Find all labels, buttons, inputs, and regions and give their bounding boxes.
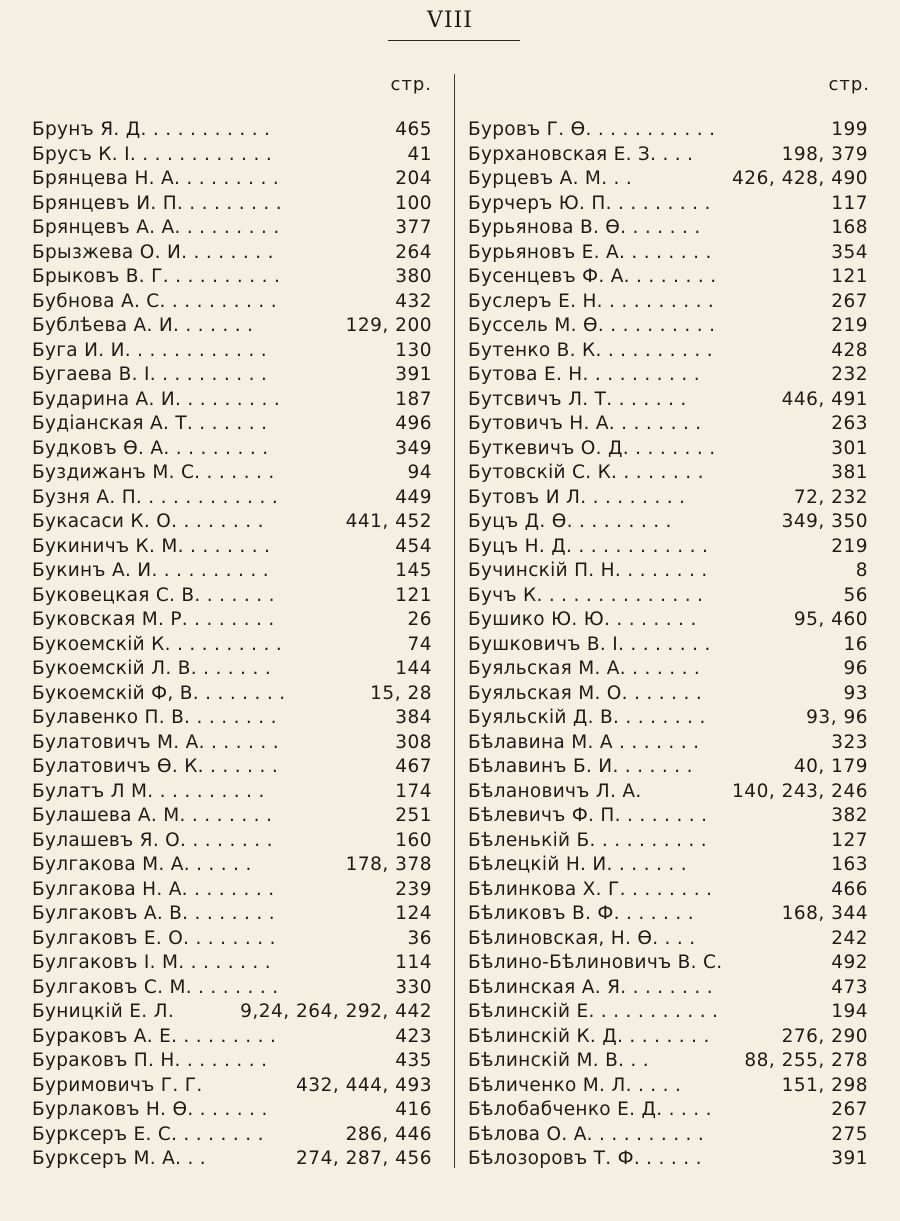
index-entry — [468, 1000, 868, 1025]
entry-pages: 391 — [395, 364, 432, 385]
entry-name: Бутова Е. Н. . . . . . . . . . — [468, 364, 700, 385]
entry-name: Бударина А. И. . . . . . . . . — [32, 388, 281, 410]
index-entry — [468, 192, 868, 217]
entry-pages: 96 — [843, 658, 868, 679]
index-entry — [468, 853, 868, 878]
entry-name: Буткевичъ О. Д. . . . . . . . — [468, 437, 716, 459]
entry-name: Брусъ К. I. . . . . . . . . . . . — [32, 143, 273, 165]
entry-pages: 286, 446 — [345, 1123, 432, 1145]
entry-name: Бурксеръ Е. С. . . . . . . . — [32, 1123, 264, 1145]
entry-pages: 93 — [843, 682, 868, 704]
index-entry — [32, 265, 432, 290]
entry-pages: 428 — [831, 339, 868, 361]
entry-name: Буковская М. Р. . . . . . . . — [32, 609, 275, 630]
entry-pages: 349 — [395, 437, 432, 459]
index-entry — [32, 608, 432, 633]
index-entry — [468, 290, 868, 315]
entry-pages: 426, 428, 490 — [732, 168, 868, 189]
index-entry — [32, 314, 432, 339]
index-entry — [32, 290, 432, 315]
entry-name: Бурхановская Е. З. . . . — [468, 143, 694, 165]
entry-name: Бурлаковъ Н. Ѳ. . . . . . . — [32, 1099, 268, 1120]
entry-name: Буяльская М. О. . . . . . . — [468, 682, 703, 704]
index-entry — [468, 584, 868, 609]
entry-name: Бутсвичъ Л. Т. . . . . . . — [468, 388, 687, 410]
entry-pages: 275 — [831, 1123, 868, 1145]
index-entry — [32, 363, 432, 388]
index-entry — [32, 780, 432, 805]
entry-name: Бѣличенко М. Л. . . . . — [468, 1074, 682, 1096]
index-entry — [468, 216, 868, 241]
entry-name: Бучъ К. . . . . . . . . . . . . . — [468, 584, 704, 606]
index-entry — [32, 1025, 432, 1050]
entry-name: Букинъ А. И. . . . . . . . . . — [32, 560, 269, 581]
index-entry — [32, 437, 432, 462]
index-entry — [32, 657, 432, 682]
index-entry — [468, 241, 868, 266]
entry-pages: 16 — [843, 633, 868, 655]
entry-name: Буровъ Г. Ѳ. . . . . . . . . . . — [468, 119, 716, 140]
entry-pages: 219 — [831, 535, 868, 557]
entry-name: Булашева А. М. . . . . . . . — [32, 805, 273, 826]
entry-name: Булгакова Н. А. . . . . . . . — [32, 878, 275, 900]
left-column-header: стр. — [390, 74, 432, 95]
index-entry — [32, 1000, 432, 1025]
entry-pages: 454 — [395, 535, 432, 557]
entry-name: Бучинскiй П. Н. . . . . . . . — [468, 560, 708, 581]
index-entry — [468, 927, 868, 952]
entry-pages: 168, 344 — [781, 903, 868, 924]
entry-name: Бѣлино-Бѣлиновичъ В. С. — [468, 952, 723, 973]
index-entry — [32, 216, 432, 241]
entry-name: Бѣликовъ В. Ф. . . . . . . — [468, 903, 694, 924]
entry-pages: 93, 96 — [806, 707, 868, 728]
entry-name: Брянцева Н. А. . . . . . . . . — [32, 168, 280, 189]
entry-pages: 465 — [395, 119, 432, 140]
entry-pages: 330 — [395, 976, 432, 998]
entry-pages: 377 — [395, 217, 432, 238]
header-rule — [388, 40, 520, 41]
entry-name: Бублѣева А. И. . . . . . . — [32, 315, 254, 336]
entry-pages: 219 — [831, 315, 868, 336]
entry-pages: 40, 179 — [793, 756, 868, 777]
entry-pages: 88, 255, 278 — [744, 1050, 868, 1071]
entry-name: Булашевъ Я. О. . . . . . . . — [32, 829, 273, 851]
entry-pages: 423 — [395, 1025, 432, 1047]
entry-name: Буцъ Н. Д. . . . . . . . . . . . — [468, 535, 709, 557]
index-entry — [32, 902, 432, 927]
entry-name: Бѣлозоровъ Т. Ф. . . . . . — [468, 1148, 702, 1169]
entry-name: Бутовъ И Л. . . . . . . . . — [468, 486, 686, 508]
index-entry — [468, 535, 868, 560]
index-entry — [32, 167, 432, 192]
entry-pages: 382 — [831, 805, 868, 826]
entry-pages: 435 — [395, 1050, 432, 1071]
index-entry — [32, 1123, 432, 1148]
index-entry — [32, 927, 432, 952]
entry-name: Буздижанъ М. С. . . . . . . — [32, 462, 275, 483]
entry-name: Букиничъ К. М. . . . . . . . — [32, 535, 271, 557]
entry-pages: 354 — [831, 241, 868, 263]
index-entry — [468, 829, 868, 854]
entry-pages: 174 — [395, 780, 432, 802]
index-entry — [32, 755, 432, 780]
index-entry — [32, 486, 432, 511]
entry-pages: 232 — [831, 364, 868, 385]
index-entry — [468, 657, 868, 682]
entry-name: Буницкiй Е. Л. — [32, 1001, 175, 1022]
index-entry — [32, 1098, 432, 1123]
entry-pages: 95, 460 — [793, 609, 868, 630]
entry-name: Булатовичъ М. А. . . . . . . — [32, 731, 279, 753]
entry-name: Брунъ Я. Д. . . . . . . . . . . — [32, 119, 271, 140]
entry-name: Бѣлова О. А. . . . . . . . . . — [468, 1123, 705, 1145]
entry-pages: 441, 452 — [345, 511, 432, 532]
index-entry — [468, 118, 868, 143]
entry-name: Бушковичъ В. I. . . . . . . . — [468, 633, 711, 655]
entry-pages: 168 — [831, 217, 868, 238]
entry-name: Бѣлинскiй М. В. . . — [468, 1050, 649, 1071]
index-entry — [468, 608, 868, 633]
right-column-header: стр. — [828, 74, 870, 95]
entry-pages: 432 — [395, 290, 432, 312]
entry-pages: 56 — [843, 584, 868, 606]
index-entry — [468, 1025, 868, 1050]
entry-name: Бѣлобабченко Е. Д. . . . . — [468, 1099, 712, 1120]
entry-name: Буцъ Д. Ѳ. . . . . . . . . — [468, 511, 672, 532]
index-entry — [32, 633, 432, 658]
entry-pages: 26 — [407, 609, 432, 630]
entry-pages: 8 — [855, 560, 868, 581]
index-entry — [32, 829, 432, 854]
index-entry — [468, 314, 868, 339]
index-entry — [468, 461, 868, 486]
index-entry — [468, 143, 868, 168]
index-entry — [468, 1147, 868, 1172]
index-entry — [468, 486, 868, 511]
entry-name: Бурьяновъ Е. А. . . . . . . . — [468, 241, 712, 263]
entry-name: Бѣлиновская, Н. Ѳ. . . . — [468, 927, 696, 949]
entry-pages: 274, 287, 456 — [296, 1148, 432, 1169]
entry-name: Бутовичъ Н. А. . . . . . . . — [468, 413, 702, 434]
entry-name: Брянцевъ А. А. . . . . . . . . — [32, 217, 280, 238]
entry-pages: 308 — [395, 731, 432, 753]
index-entry — [468, 804, 868, 829]
index-entry — [468, 1098, 868, 1123]
entry-pages: 381 — [831, 462, 868, 483]
entry-pages: 121 — [831, 266, 868, 287]
entry-name: Бѣлевичъ Ф. П. . . . . . . . — [468, 805, 708, 826]
index-entry — [32, 584, 432, 609]
index-entry — [468, 1049, 868, 1074]
entry-name: Бутенко В. К. . . . . . . . . . — [468, 339, 713, 361]
entry-pages: 416 — [395, 1099, 432, 1120]
column-divider — [454, 74, 455, 1168]
index-entry — [468, 265, 868, 290]
index-entry — [32, 412, 432, 437]
entry-pages: 449 — [395, 486, 432, 508]
index-entry — [468, 363, 868, 388]
index-entry — [32, 976, 432, 1001]
entry-pages: 466 — [831, 878, 868, 900]
index-entry — [468, 339, 868, 364]
index-entry — [32, 731, 432, 756]
index-entry — [468, 706, 868, 731]
entry-pages: 204 — [395, 168, 432, 189]
entry-pages: 492 — [831, 952, 868, 973]
index-entry — [32, 1074, 432, 1099]
entry-name: Буримовичъ Г. Г. — [32, 1074, 203, 1096]
entry-name: Буга И. И. . . . . . . . . . . . — [32, 339, 267, 361]
entry-pages: 114 — [395, 952, 432, 973]
index-entry — [32, 388, 432, 413]
entry-name: Бушико Ю. Ю. . . . . . . . — [468, 609, 697, 630]
entry-pages: 301 — [831, 437, 868, 459]
entry-pages: 129, 200 — [345, 315, 432, 336]
entry-name: Брыковъ В. Г. . . . . . . . . . — [32, 266, 281, 287]
index-entry — [468, 951, 868, 976]
index-entry — [468, 902, 868, 927]
index-entry — [468, 976, 868, 1001]
entry-name: Бѣлинкова Х. Г. . . . . . . . — [468, 878, 713, 900]
entry-pages: 251 — [395, 805, 432, 826]
entry-name: Бузня А. П. . . . . . . . . . . . — [32, 486, 279, 508]
entry-pages: 163 — [831, 854, 868, 875]
entry-name: Будковъ Ѳ. А. . . . . . . . . — [32, 437, 269, 459]
index-entry — [468, 437, 868, 462]
entry-pages: 100 — [395, 192, 432, 214]
entry-pages: 323 — [831, 731, 868, 753]
entry-name: Бураковъ А. Е. . . . . . . . . — [32, 1025, 277, 1047]
index-entry — [32, 192, 432, 217]
entry-name: Булавенко П. В. . . . . . . . — [32, 707, 277, 728]
entry-pages: 467 — [395, 756, 432, 777]
index-entry — [468, 755, 868, 780]
index-entry — [468, 510, 868, 535]
entry-pages: 391 — [831, 1148, 868, 1169]
entry-name: Бураковъ П. Н. . . . . . . . — [32, 1050, 268, 1071]
index-entry — [468, 412, 868, 437]
entry-name: Булгаковъ С. М. . . . . . . . — [32, 976, 279, 998]
page-number: VIII — [427, 8, 473, 33]
entry-pages: 36 — [407, 927, 432, 949]
entry-name: Букоемскiй Ф, В. . . . . . . . — [32, 682, 286, 704]
index-entry — [468, 731, 868, 756]
entry-name: Булатъ Л М. . . . . . . . . . — [32, 780, 265, 802]
entry-pages: 130 — [395, 339, 432, 361]
entry-pages: 263 — [831, 413, 868, 434]
entry-name: Бѣлинскiй К. Д. . . . . . . . — [468, 1025, 710, 1047]
entry-name: Буссель М. Ѳ. . . . . . . . . . — [468, 315, 716, 336]
index-entry — [32, 559, 432, 584]
index-entry — [32, 682, 432, 707]
entry-pages: 496 — [395, 413, 432, 434]
entry-name: Бѣлинскiй Е. . . . . . . . . . . — [468, 1001, 719, 1022]
index-entry — [32, 878, 432, 903]
entry-name: Бѣлановичъ Л. А. — [468, 780, 642, 802]
entry-name: Бусенцевъ Ф. А. . . . . . . . — [468, 266, 717, 287]
entry-pages: 473 — [831, 976, 868, 998]
entry-name: Булгаковъ Е. О. . . . . . . . — [32, 927, 276, 949]
entry-name: Булгаковъ А. В. . . . . . . . — [32, 903, 275, 924]
entry-name: Бѣлинская А. Я. . . . . . . . — [468, 976, 713, 998]
entry-name: Бурцевъ А. М. . . — [468, 168, 633, 189]
entry-pages: 267 — [831, 290, 868, 312]
entry-pages: 239 — [395, 878, 432, 900]
entry-pages: 178, 378 — [345, 854, 432, 875]
index-entry — [468, 388, 868, 413]
index-entry — [468, 1123, 868, 1148]
index-entry — [468, 1074, 868, 1099]
entry-pages: 41 — [407, 143, 432, 165]
entry-pages: 349, 350 — [781, 511, 868, 532]
index-entry — [32, 853, 432, 878]
entry-name: Букоемскiй К. . . . . . . . . . — [32, 633, 283, 655]
entry-pages: 276, 290 — [781, 1025, 868, 1047]
right-index-column — [468, 118, 868, 1172]
index-entry — [32, 339, 432, 364]
entry-pages: 384 — [395, 707, 432, 728]
entry-pages: 187 — [395, 388, 432, 410]
entry-name: Буяльская М. А. . . . . . . — [468, 658, 701, 679]
index-entry — [468, 633, 868, 658]
entry-pages: 432, 444, 493 — [296, 1074, 432, 1096]
index-entry — [32, 706, 432, 731]
index-entry — [32, 143, 432, 168]
index-entry — [32, 241, 432, 266]
entry-pages: 264 — [395, 241, 432, 263]
entry-name: Бурчеръ Ю. П. . . . . . . . . — [468, 192, 711, 214]
entry-name: Бѣлавина М. А . . . . . . . — [468, 731, 700, 753]
entry-name: Букоемскiй Л. В. . . . . . . — [32, 658, 272, 679]
entry-pages: 267 — [831, 1099, 868, 1120]
entry-pages: 151, 298 — [781, 1074, 868, 1096]
entry-pages: 194 — [831, 1001, 868, 1022]
entry-name: Будiанская А. Т. . . . . . . — [32, 413, 268, 434]
entry-name: Брянцевъ И. П. . . . . . . . . — [32, 192, 282, 214]
index-entry — [468, 167, 868, 192]
entry-name: Брызжева О. И. . . . . . . . — [32, 241, 274, 263]
entry-pages: 242 — [831, 927, 868, 949]
index-entry — [32, 535, 432, 560]
left-index-column — [32, 118, 432, 1172]
entry-name: Бѣленькiй Б. . . . . . . . . . — [468, 829, 707, 851]
entry-pages: 94 — [407, 462, 432, 483]
entry-name: Буслеръ Е. Н. . . . . . . . . . — [468, 290, 715, 312]
entry-name: Булатовичъ Ѳ. К. . . . . . . — [32, 756, 279, 777]
entry-name: Бѣлавинъ Б. И. . . . . . . — [468, 756, 693, 777]
entry-name: Бугаева В. I. . . . . . . . . . — [32, 364, 268, 385]
entry-pages: 160 — [395, 829, 432, 851]
entry-pages: 15, 28 — [370, 682, 432, 704]
index-entry — [32, 118, 432, 143]
index-entry — [468, 780, 868, 805]
entry-pages: 74 — [407, 633, 432, 655]
entry-pages: 446, 491 — [781, 388, 868, 410]
entry-name: Бурьянова В. Ѳ. . . . . . . — [468, 217, 701, 238]
entry-pages: 121 — [395, 584, 432, 606]
entry-pages: 380 — [395, 266, 432, 287]
entry-pages: 117 — [831, 192, 868, 214]
entry-pages: 198, 379 — [781, 143, 868, 165]
entry-pages: 145 — [395, 560, 432, 581]
entry-pages: 9,24, 264, 292, 442 — [240, 1001, 432, 1022]
entry-pages: 199 — [831, 119, 868, 140]
index-entry — [32, 1049, 432, 1074]
index-entry — [468, 559, 868, 584]
entry-name: Бубнова А. С. . . . . . . . . . — [32, 290, 277, 312]
entry-name: Бурксеръ М. А. . . — [32, 1148, 206, 1169]
entry-name: Бѣлецкiй Н. И. . . . . . . — [468, 854, 687, 875]
entry-pages: 72, 232 — [793, 486, 868, 508]
entry-name: Буяльскiй Д. В. . . . . . . . — [468, 707, 706, 728]
index-entry — [32, 951, 432, 976]
entry-name: Буковецкая С. В. . . . . . . — [32, 584, 275, 606]
entry-name: Бутовскiй С. К. . . . . . . . — [468, 462, 704, 483]
entry-pages: 127 — [831, 829, 868, 851]
entry-name: Булгакова М. А. . . . . . — [32, 854, 252, 875]
entry-name: Булгаковъ I. М. . . . . . . . — [32, 952, 271, 973]
entry-pages: 124 — [395, 903, 432, 924]
index-entry — [32, 804, 432, 829]
entry-pages: 140, 243, 246 — [732, 780, 868, 802]
entry-name: Букасаси К. О. . . . . . . . — [32, 511, 264, 532]
index-entry — [468, 682, 868, 707]
index-entry — [468, 878, 868, 903]
index-entry — [32, 461, 432, 486]
index-entry — [32, 1147, 432, 1172]
entry-pages: 144 — [395, 658, 432, 679]
index-entry — [32, 510, 432, 535]
